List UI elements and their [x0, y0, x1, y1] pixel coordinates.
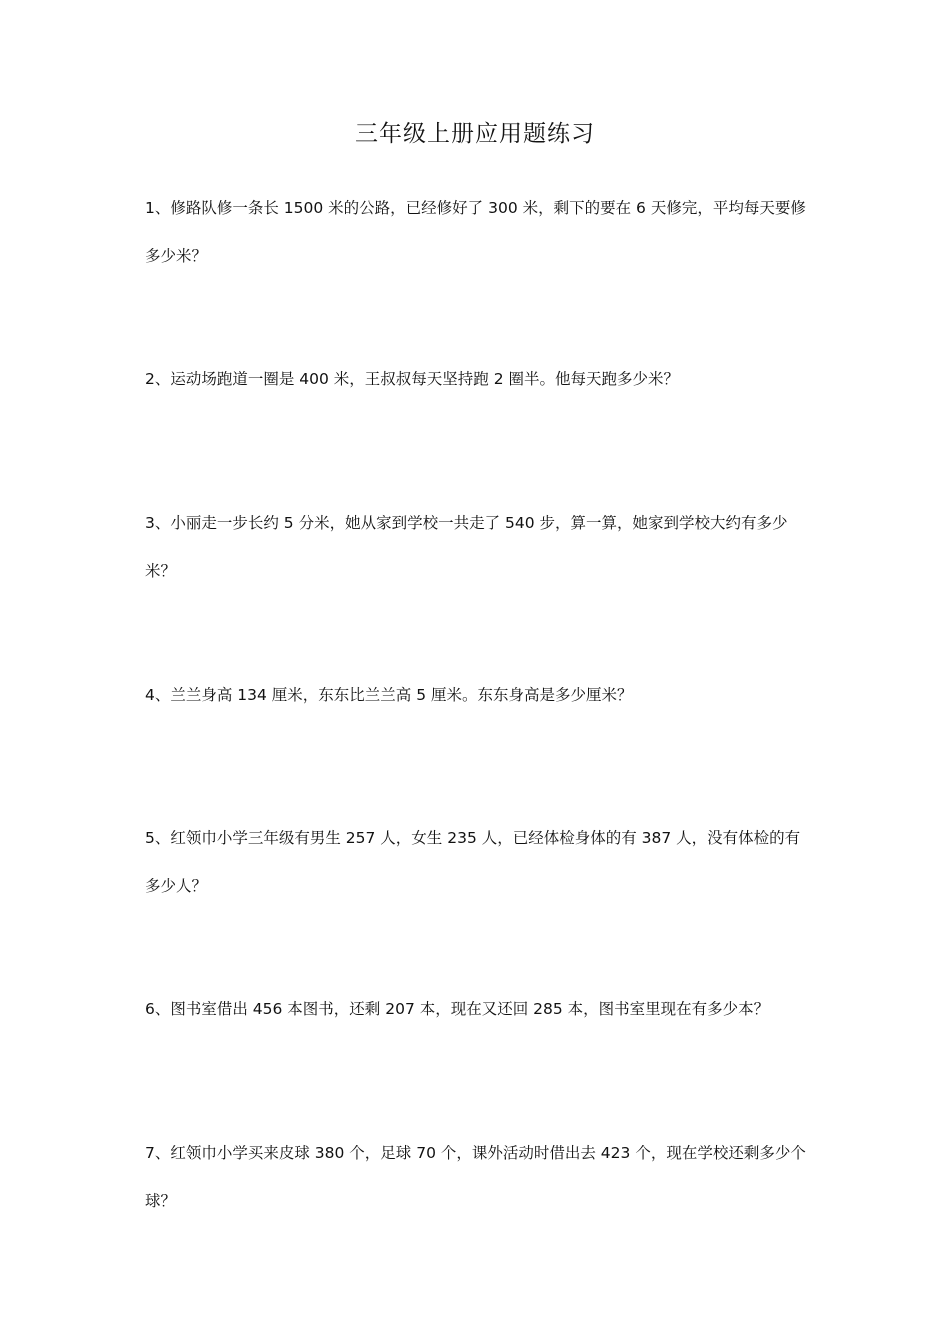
question-5: 5、红领巾小学三年级有男生 257 人，女生 235 人，已经体检身体的有 387 人，没有体检的有多少人？ [145, 829, 801, 895]
question-7: 7、红领巾小学买来皮球 380 个，足球 70 个，课外活动时借出去 423 个，现在学校还剩多少个球？ [145, 1144, 806, 1210]
question-1: 1、修路队修一条长 1500 米的公路，已经修好了 300 米，剩下的要在 6 天修完，平均每天要修多少米？ [145, 199, 806, 265]
question-3: 3、小丽走一步长约 5 分米，她从家到学校一共走了 540 步，算一算，她家到学校大约有多少米？ [145, 514, 788, 580]
question-2: 2、运动场跑道一圈是 400 米，王叔叔每天坚持跑 2 圈半。他每天跑多少米？ [145, 370, 680, 388]
question-6: 6、图书室借出 456 本图书，还剩 207 本，现在又还回 285 本，图书室里现在有多少本？ [145, 1000, 770, 1018]
document-title: 三年级上册应用题练习 [355, 121, 595, 147]
question-4: 4、兰兰身高 134 厘米，东东比兰兰高 5 厘米。东东身高是多少厘米？ [145, 686, 633, 704]
